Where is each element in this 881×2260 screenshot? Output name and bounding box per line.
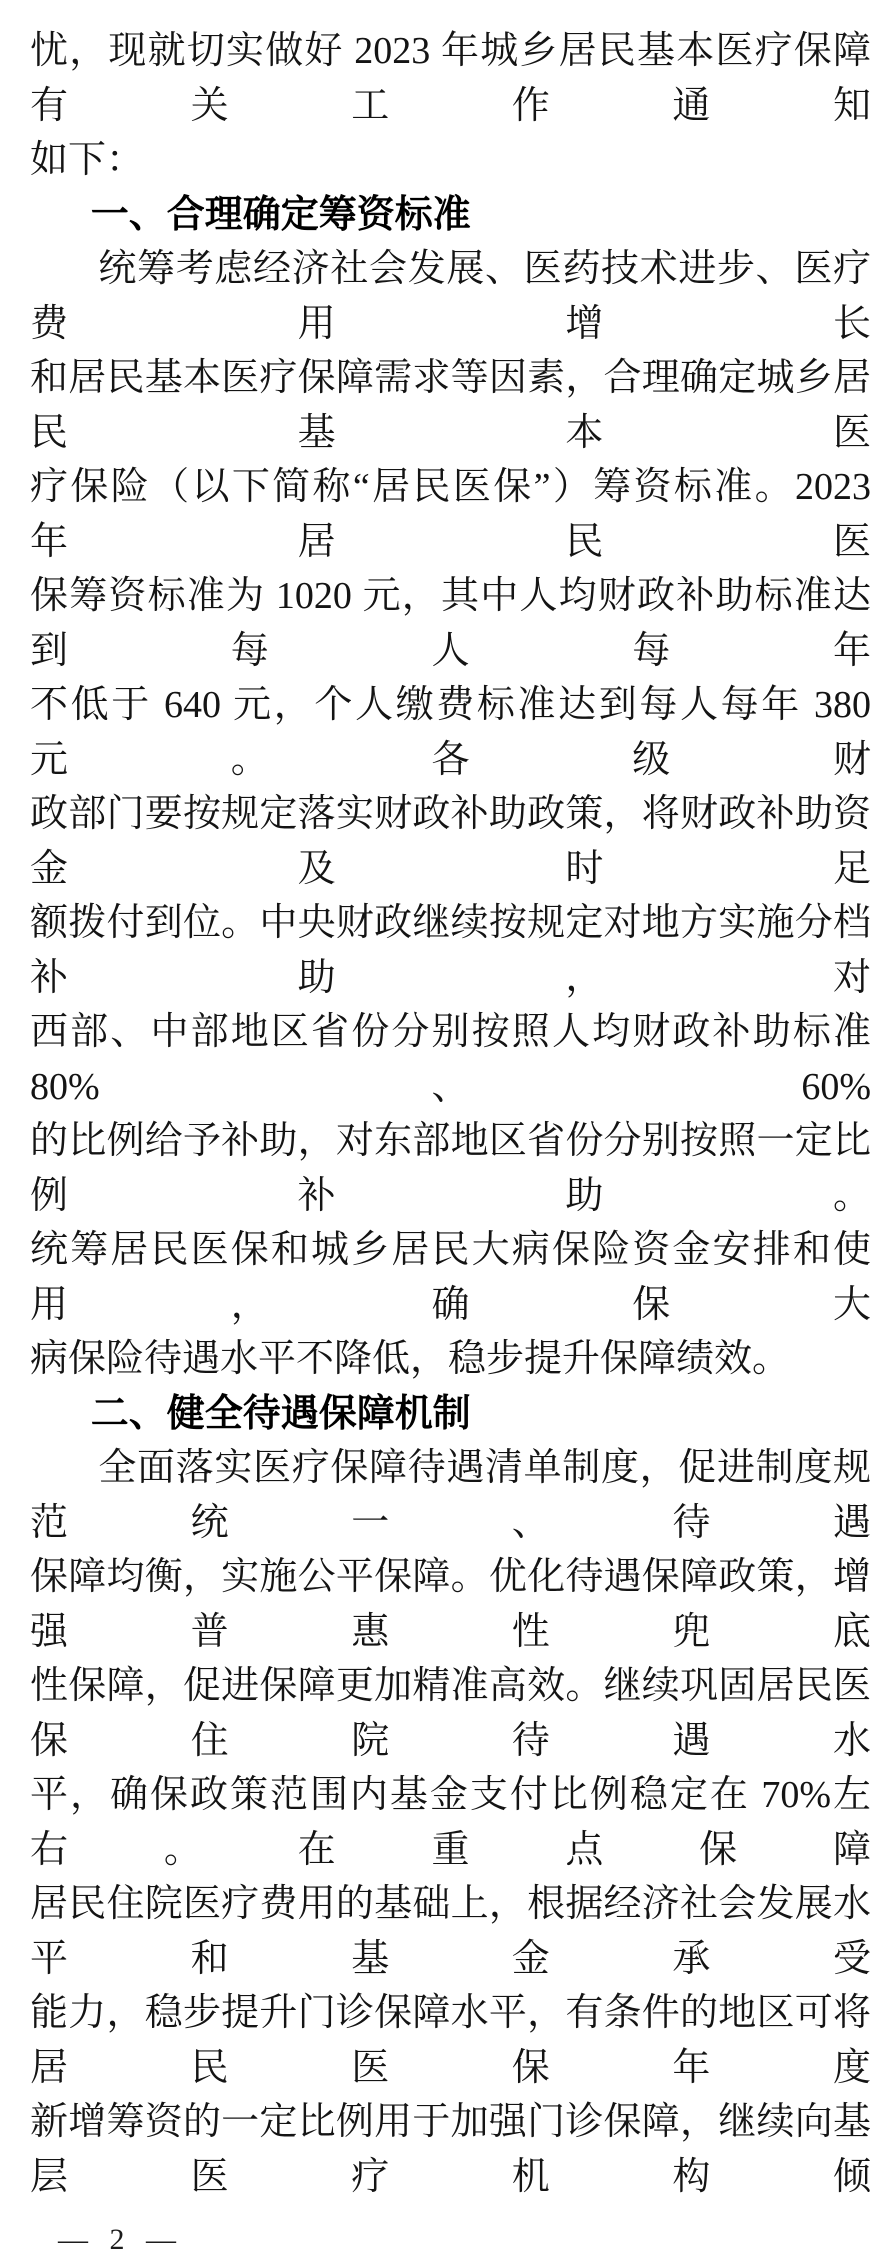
intro-line-2: 如下： <box>30 139 145 181</box>
section-1-line: 统筹居民医保和城乡居民大病保险资金安排和使用，确保大 <box>30 1229 871 1326</box>
section-2-heading: 二、健全待遇保障机制 <box>90 1392 471 1435</box>
section-1-line: 统筹考虑经济社会发展、医药技术进步、医疗费用增长 <box>30 248 871 345</box>
section-1-heading: 一、合理确定筹资标准 <box>90 193 471 236</box>
section-1-line: 额拨付到位。中央财政继续按规定对地方实施分档补助，对 <box>30 902 871 999</box>
section-2-line: 性保障，促进保障更加精准高效。继续巩固居民医保住院待遇水 <box>30 1665 871 1762</box>
section-2-line: 能力，稳步提升门诊保障水平，有条件的地区可将居民医保年度 <box>30 1992 871 2089</box>
section-1-line: 政部门要按规定落实财政补助政策，将财政补助资金及时足 <box>30 793 871 890</box>
section-2-line: 平，确保政策范围内基金支付比例稳定在 70%左右。在重点保障 <box>30 1774 871 1871</box>
section-1-line: 西部、中部地区省份分别按照人均财政补助标准 80%、60% <box>30 1011 871 1108</box>
section-1-line: 的比例给予补助，对东部地区省份分别按照一定比例补助。 <box>30 1120 871 1217</box>
section-2-line: 居民住院医疗费用的基础上，根据经济社会发展水平和基金承受 <box>30 1883 871 1980</box>
section-1-line: 病保险待遇水平不降低，稳步提升保障绩效。 <box>30 1338 791 1380</box>
intro-line-1: 忧，现就切实做好 2023 年城乡居民基本医疗保障有关工作通知 <box>30 30 871 127</box>
section-1-line: 不低于 640 元，个人缴费标准达到每人每年 380 元。各级财 <box>30 684 871 781</box>
section-2-line: 保障均衡，实施公平保障。优化待遇保障政策，增强普惠性兜底 <box>30 1556 871 1653</box>
section-1-line: 保筹资标准为 1020 元，其中人均财政补助标准达到每人每年 <box>30 575 871 672</box>
section-1-line: 和居民基本医疗保障需求等因素，合理确定城乡居民基本医 <box>30 357 871 454</box>
section-2-line: 全面落实医疗保障待遇清单制度，促进制度规范统一、待遇 <box>30 1447 871 1544</box>
page-number: — 2 — <box>58 2223 176 2256</box>
section-1-line: 疗保险（以下简称“居民医保”）筹资标准。2023 年居民医 <box>30 466 871 563</box>
section-2-line: 新增筹资的一定比例用于加强门诊保障，继续向基层医疗机构倾 <box>30 2101 871 2198</box>
